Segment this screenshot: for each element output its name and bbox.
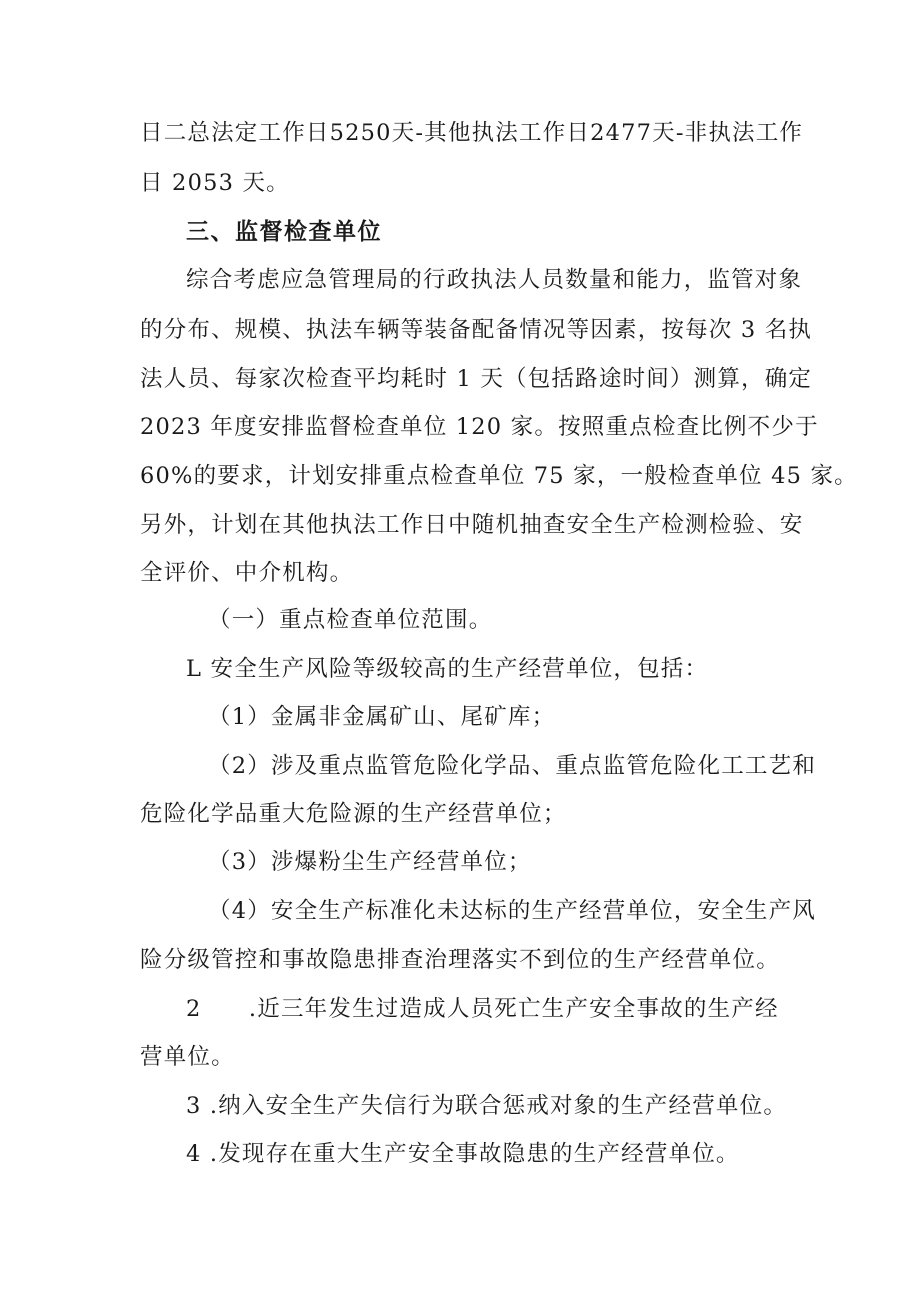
list-item-continuation: 险分级管控和事故隐患排查治理落实不到位的生产经营单位。 — [140, 947, 780, 973]
list-item: （2）涉及重点监管危险化学品、重点监管危险化工工艺和 — [208, 753, 817, 779]
list-item-continuation: 危险化学品重大危险源的生产经营单位； — [140, 801, 567, 827]
list-item: （4）安全生产标准化未达标的生产经营单位，安全生产风 — [208, 898, 817, 924]
section-heading: 三、监督检查单位 — [186, 219, 382, 245]
list-item: （1）金属非金属矿山、尾矿库； — [208, 704, 556, 730]
paragraph-line: 2023 年度安排监督检查单位 120 家。按照重点检查比例不少于 — [140, 414, 819, 440]
paragraph-line: 综合考虑应急管理局的行政执法人员数量和能力，监管对象 — [186, 267, 803, 293]
paragraph-line: 日 2053 天。 — [140, 170, 290, 196]
subsection-heading: （一）重点检查单位范围。 — [208, 607, 493, 633]
list-item: （3）涉爆粉尘生产经营单位； — [208, 849, 532, 875]
list-item-continuation: 营单位。 — [140, 1044, 235, 1070]
list-item: L 安全生产风险等级较高的生产经营单位，包括： — [186, 656, 709, 682]
list-item: 4 .发现存在重大生产安全事故隐患的生产经营单位。 — [186, 1141, 740, 1167]
paragraph-line: 另外，计划在其他执法工作日中随机抽查安全生产检测检验、安 — [140, 512, 804, 538]
paragraph-line: 日二总法定工作日5250天-其他执法工作日2477天-非执法工作 — [140, 120, 804, 146]
paragraph-line: 法人员、每家次检查平均耗时 1 天（包括路途时间）测算，确定 — [140, 366, 813, 392]
list-item: 3 .纳入安全生产失信行为联合惩戒对象的生产经营单位。 — [186, 1093, 788, 1119]
paragraph-line: 全评价、中介机构。 — [140, 560, 354, 586]
paragraph-line: 的分布、规模、执法车辆等装备配备情况等因素，按每次 3 名执 — [140, 317, 813, 343]
list-item: 2 .近三年发生过造成人员死亡生产安全事故的生产经 — [186, 996, 779, 1022]
paragraph-line: 60%的要求，计划安排重点检查单位 75 家，一般检查单位 45 家。 — [140, 463, 858, 489]
